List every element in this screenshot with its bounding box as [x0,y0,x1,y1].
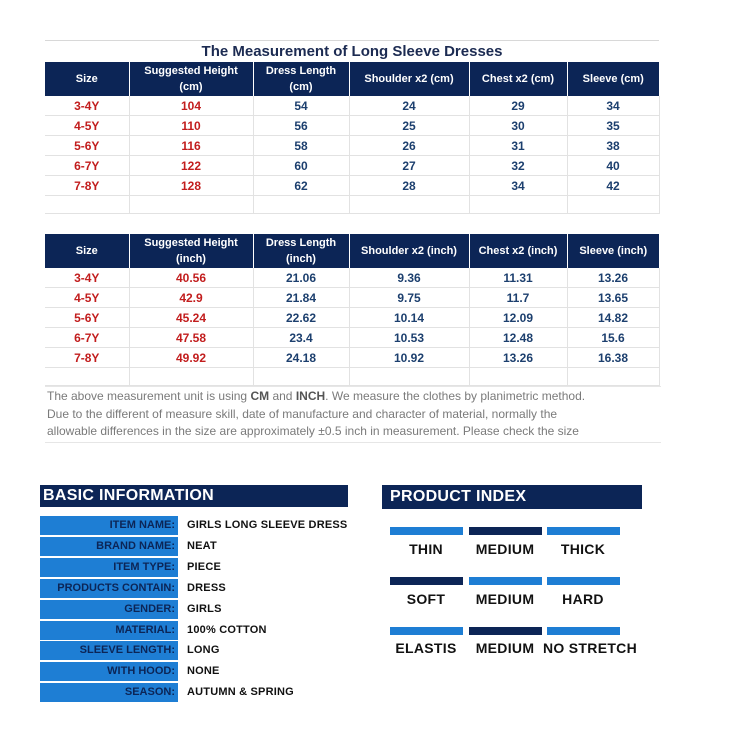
measurement-cell: 13.26 [469,348,567,368]
measurement-note: The above measurement unit is using CM and INCH. We measure the clothes by planimetric method. Due to the different of measure skill, date of manufacture and character of material, normally the allowable differences in the size are approximately ±0.5 inch in measurement. Please check the size [45,386,661,443]
size-cell: 7-8Y [45,348,129,368]
index-bar-selected [390,577,463,585]
measurement-cell: 122 [129,156,253,176]
table-row [45,288,659,308]
column-header: Dress Length (cm) [253,62,349,96]
measurement-cell: 116 [129,136,253,156]
size-cell: 3-4Y [45,96,129,116]
measurement-cell: 62 [253,176,349,196]
column-header: Sleeve (inch) [567,234,659,268]
table-row [45,136,659,156]
info-row [40,641,370,660]
column-header: Size [45,62,129,96]
info-value: PIECE [187,561,222,573]
table-spacer-row [45,196,659,214]
measurement-cell: 15.6 [567,328,659,348]
info-label: WITH HOOD: [40,662,178,681]
index-bar-selected [469,527,542,535]
index-label: THIN [409,541,443,557]
measurement-cell: 13.26 [567,268,659,288]
index-label: SOFT [406,591,446,607]
column-header: Chest x2 (inch) [469,234,567,268]
measurement-cell: 26 [349,136,469,156]
measurement-cell: 34 [469,176,567,196]
index-bar [547,527,620,535]
column-header: Size [45,234,129,268]
measurement-cell: 10.92 [349,348,469,368]
size-cell: 6-7Y [45,156,129,176]
measurement-cell: 56 [253,116,349,136]
basic-information-header: BASIC INFORMATION [40,485,348,507]
index-label: ELASTIS [395,640,457,656]
measurement-cell: 9.75 [349,288,469,308]
info-value: LONG [187,644,220,656]
info-row [40,662,370,681]
info-label: BRAND NAME: [40,537,178,556]
info-row [40,621,370,640]
size-cell: 6-7Y [45,328,129,348]
info-value: NONE [187,665,220,677]
index-label: NO STRETCH [543,640,637,656]
info-label: GENDER: [40,600,178,619]
measurement-cell: 40 [567,156,659,176]
measurement-cell: 40.56 [129,268,253,288]
measurement-cell: 30 [469,116,567,136]
measurement-cell: 11.31 [469,268,567,288]
page-title: The Measurement of Long Sleeve Dresses [45,40,659,63]
size-cell: 5-6Y [45,308,129,328]
measurement-cell: 60 [253,156,349,176]
measurement-cell: 34 [567,96,659,116]
table-row [45,116,659,136]
info-row [40,683,370,702]
measurement-cell: 22.62 [253,308,349,328]
table-row [45,308,659,328]
measurement-cell: 13.65 [567,288,659,308]
info-label: MATERIAL: [40,621,178,640]
info-value: GIRLS LONG SLEEVE DRESS [187,519,348,531]
info-row [40,558,370,577]
info-row [40,579,370,598]
info-label: ITEM NAME: [40,516,178,535]
index-label: THICK [560,541,606,557]
measurement-cell: 9.36 [349,268,469,288]
table-row [45,268,659,288]
measurement-cell: 10.53 [349,328,469,348]
measurement-cell: 29 [469,96,567,116]
inch-measurement-table [45,234,660,386]
info-row [40,600,370,619]
measurement-cell: 12.09 [469,308,567,328]
product-index-header: PRODUCT INDEX [382,485,642,509]
info-value: GIRLS [187,603,222,615]
size-cell: 5-6Y [45,136,129,156]
measurement-cell: 45.24 [129,308,253,328]
size-cell: 4-5Y [45,288,129,308]
index-label: HARD [562,591,604,607]
measurement-cell: 21.84 [253,288,349,308]
table-header-row [45,234,659,268]
measurement-cell: 28 [349,176,469,196]
measurement-cell: 110 [129,116,253,136]
info-label: SLEEVE LENGTH: [40,641,178,660]
table-header-row [45,62,659,96]
info-row [40,516,370,535]
measurement-cell: 14.82 [567,308,659,328]
column-header: Chest x2 (cm) [469,62,567,96]
measurement-cell: 42 [567,176,659,196]
column-header: Suggested Height (cm) [129,62,253,96]
cm-measurement-table [45,62,660,214]
measurement-cell: 21.06 [253,268,349,288]
measurement-cell: 38 [567,136,659,156]
index-bar [547,627,620,635]
index-bar [390,527,463,535]
column-header: Suggested Height (inch) [129,234,253,268]
column-header: Shoulder x2 (inch) [349,234,469,268]
measurement-cell: 31 [469,136,567,156]
column-header: Sleeve (cm) [567,62,659,96]
measurement-cell: 32 [469,156,567,176]
index-bar-selected [469,627,542,635]
measurement-cell: 49.92 [129,348,253,368]
measurement-cell: 42.9 [129,288,253,308]
index-label: MEDIUM [475,640,535,656]
info-label: SEASON: [40,683,178,702]
measurement-cell: 12.48 [469,328,567,348]
measurement-cell: 25 [349,116,469,136]
table-row [45,156,659,176]
measurement-cell: 27 [349,156,469,176]
index-bar [469,577,542,585]
measurement-cell: 11.7 [469,288,567,308]
measurement-cell: 24.18 [253,348,349,368]
table-row [45,328,659,348]
index-label: MEDIUM [475,541,535,557]
measurement-cell: 104 [129,96,253,116]
column-header: Dress Length (inch) [253,234,349,268]
info-label: ITEM TYPE: [40,558,178,577]
info-value: DRESS [187,582,226,594]
measurement-cell: 58 [253,136,349,156]
measurement-cell: 16.38 [567,348,659,368]
measurement-cell: 128 [129,176,253,196]
table-row [45,348,659,368]
info-row [40,537,370,556]
info-value: AUTUMN & SPRING [187,686,294,698]
info-label: PRODUCTS CONTAIN: [40,579,178,598]
measurement-cell: 47.58 [129,328,253,348]
measurement-cell: 23.4 [253,328,349,348]
index-label: MEDIUM [475,591,535,607]
info-value: 100% COTTON [187,624,267,636]
measurement-cell: 54 [253,96,349,116]
column-header: Shoulder x2 (cm) [349,62,469,96]
table-row [45,96,659,116]
measurement-cell: 10.14 [349,308,469,328]
info-value: NEAT [187,540,217,552]
size-cell: 7-8Y [45,176,129,196]
index-bar [390,627,463,635]
table-row [45,176,659,196]
size-cell: 4-5Y [45,116,129,136]
table-spacer-row [45,368,659,386]
measurement-cell: 24 [349,96,469,116]
index-bar [547,577,620,585]
size-cell: 3-4Y [45,268,129,288]
measurement-cell: 35 [567,116,659,136]
